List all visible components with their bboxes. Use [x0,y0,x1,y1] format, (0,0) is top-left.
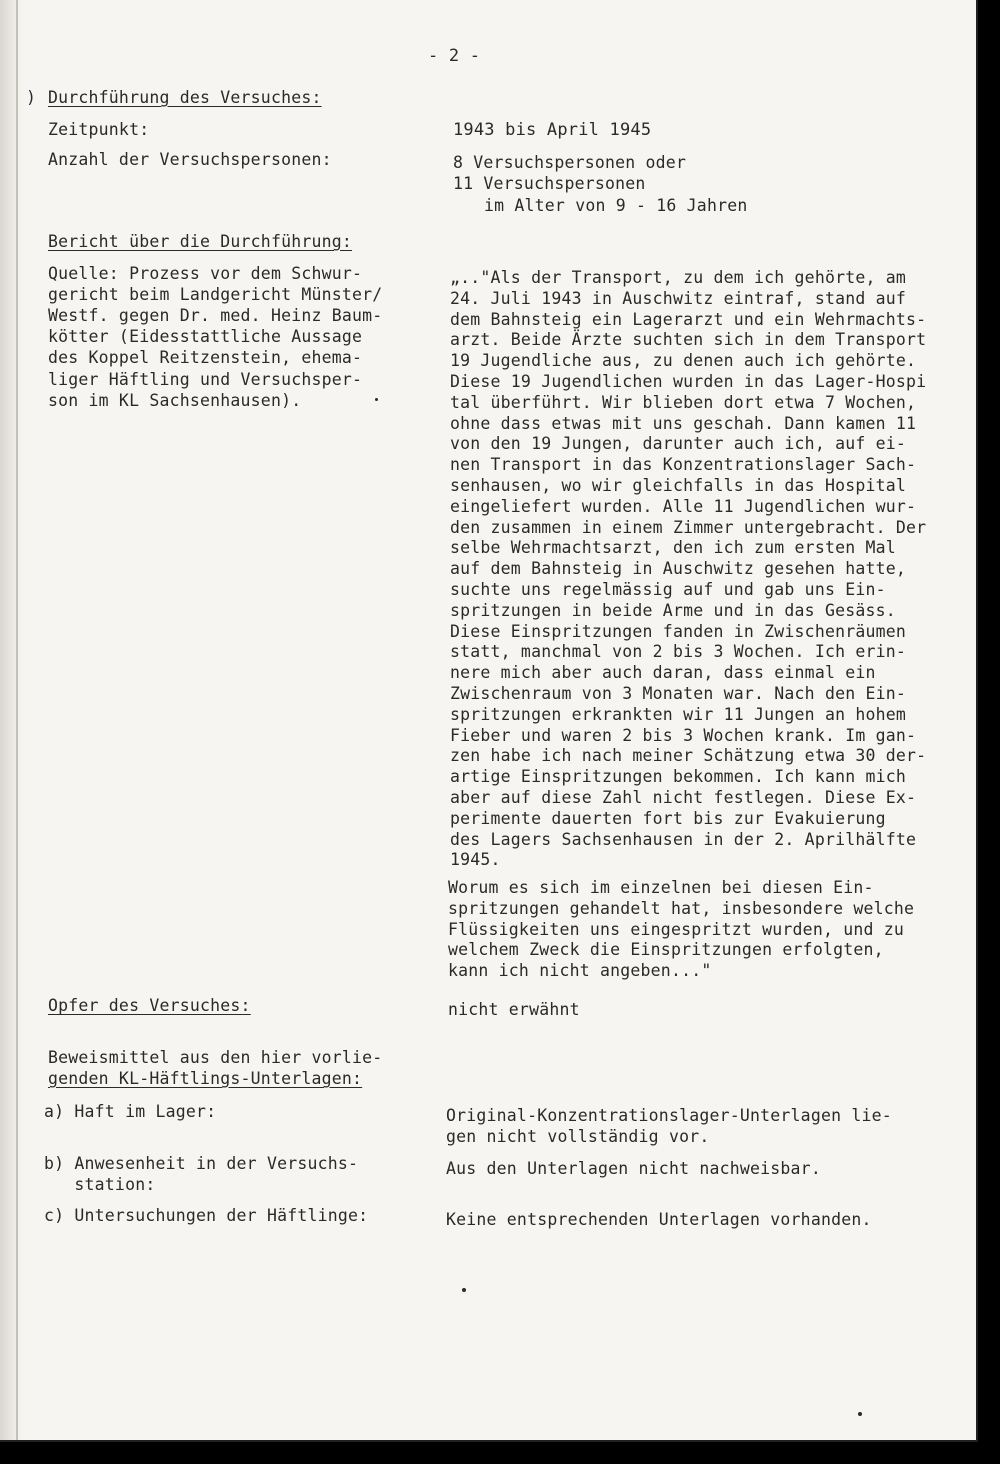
bericht-line: des Lagers Sachsenhausen in der 2. Aprilhälfte [450,829,917,849]
bericht-line: Diese 19 Jugendlichen wurden in das Lager-Hospi [450,372,927,391]
bericht-line: nere mich aber auch daran, dass einmal ein [450,663,876,683]
worum-line: welchem Zweck die Einspritzungen erfolgten, [448,940,884,960]
heading-durchfuehrung: Durchführung des Versuches: [48,88,322,107]
quelle-line: kötter (Eidesstattliche Aussage [48,327,363,347]
opfer-value: nicht erwähnt [448,1000,580,1019]
bericht-line: eingeliefert wurden. Alle 11 Jugendlichen wur- [450,496,917,516]
bericht-line: statt, manchmal von 2 bis 3 Wochen. Ich erin- [450,642,907,662]
bericht-line: 19 Jugendliche aus, zu denen auch ich gehörte. [450,351,917,371]
ink-dot [375,398,378,401]
untersuchungen-label: c) Untersuchungen der Häftlinge: [44,1206,369,1225]
bericht-line: tal überführt. Wir blieben dort etwa 7 Wochen, [450,392,917,412]
bericht-line: senhausen, wo wir gleichfalls in das Hospital [450,476,907,495]
bericht-line: auf dem Bahnsteig in Auschwitz gesehen hatte, [450,559,907,579]
ink-dot [858,1412,862,1416]
anzahl-line: 11 Versuchspersonen [453,174,646,193]
anwesenheit-value: Aus den Unterlagen nicht nachweisbar. [446,1159,821,1178]
bericht-line: perimente dauerten fort bis zur Evakuierung [450,808,886,828]
haft-value-line: gen nicht vollständig vor. [446,1127,710,1146]
haft-value-line: Original-Konzentrationslager-Unterlagen lie- [446,1106,892,1125]
quelle-line: gericht beim Landgericht Münster/ [48,285,383,305]
worum-line: Flüssigkeiten uns eingespritzt wurden, und zu [448,919,905,939]
quelle-line: Westf. gegen Dr. med. Heinz Baum- [48,306,383,326]
anzahl-label: Anzahl der Versuchspersonen: [48,150,332,169]
bericht-line: ohne dass etwas mit uns geschah. Dann kamen 11 [450,413,917,433]
beweis-line: genden KL-Häftlings-Unterlagen: [48,1069,363,1088]
bericht-line: spritzungen erkrankten wir 11 Jungen an hohem [450,704,907,724]
bericht-line: von den 19 Jungen, darunter auch ich, auf ei- [450,434,907,454]
bericht-line: Diese Einspritzungen fanden in Zwischenräumen [450,621,907,641]
worum-line: spritzungen gehandelt hat, insbesondere welche [448,898,915,918]
bericht-line: zen habe ich nach meiner Schätzung etwa 30 der- [450,746,927,766]
anwesenheit-label-line: b) Anwesenheit in der Versuchs- [44,1154,359,1173]
beweis-line: Beweismittel aus den hier vorlie- [48,1048,383,1067]
bericht-line: arzt. Beide Ärzte suchten sich in dem Transport [450,330,927,350]
quelle-line: liger Häftling und Versuchsper- [48,369,363,389]
bericht-line: selbe Wehrmachtsarzt, den ich zum ersten Mal [450,538,896,558]
section-marker: ) [26,88,37,107]
opfer-label: Opfer des Versuches: [48,996,251,1015]
bericht-line: aber auf diese Zahl nicht festlegen. Diese Ex- [450,788,917,807]
bericht-line: artige Einspritzungen bekommen. Ich kann mich [450,767,907,787]
bericht-heading: Bericht über die Durchführung: [48,232,353,251]
worum-line: Worum es sich im einzelnen bei diesen Ein- [448,878,874,897]
bericht-line: suchte uns regelmässig auf und gab uns Ein- [450,580,886,599]
bericht-line: Fieber und waren 2 bis 3 Wochen krank. Im gan- [450,725,917,745]
quelle-line: des Koppel Reitzenstein, ehema- [48,348,363,368]
haft-label: a) Haft im Lager: [44,1102,217,1121]
bericht-line: 24. Juli 1943 in Auschwitz eintraf, stand auf [450,288,907,308]
bericht-line: nen Transport in das Konzentrationslager Sach- [450,455,917,475]
bericht-line: „.."Als der Transport, zu dem ich gehörte, am [450,268,907,287]
bericht-line: Zwischenraum von 3 Monaten war. Nach den Ein- [450,684,907,703]
page-number: - 2 - [428,46,481,66]
zeitpunkt-value: 1943 bis April 1945 [453,120,652,140]
ink-dot [462,1288,466,1292]
bericht-line: 1945. [450,850,501,870]
binding-edge [0,0,22,1440]
anzahl-line: im Alter von 9 - 16 Jahren [484,196,748,215]
worum-line: kann ich nicht angeben..." [448,961,712,981]
zeitpunkt-label: Zeitpunkt: [48,120,150,139]
untersuchungen-value: Keine entsprechenden Unterlagen vorhanden. [446,1210,872,1229]
anzahl-line: 8 Versuchspersonen oder [453,153,687,172]
quelle-line: son im KL Sachsenhausen). [48,390,302,410]
bericht-line: den zusammen in einem Zimmer untergebracht. Der [450,517,927,537]
bericht-line: spritzungen in beide Arme und in das Gesäss. [450,600,896,620]
bericht-line: dem Bahnsteig ein Lagerarzt und ein Wehrmachts- [450,309,927,329]
quelle-line: Quelle: Prozess vor dem Schwur- [48,264,363,283]
anwesenheit-label-line: station: [44,1175,156,1194]
